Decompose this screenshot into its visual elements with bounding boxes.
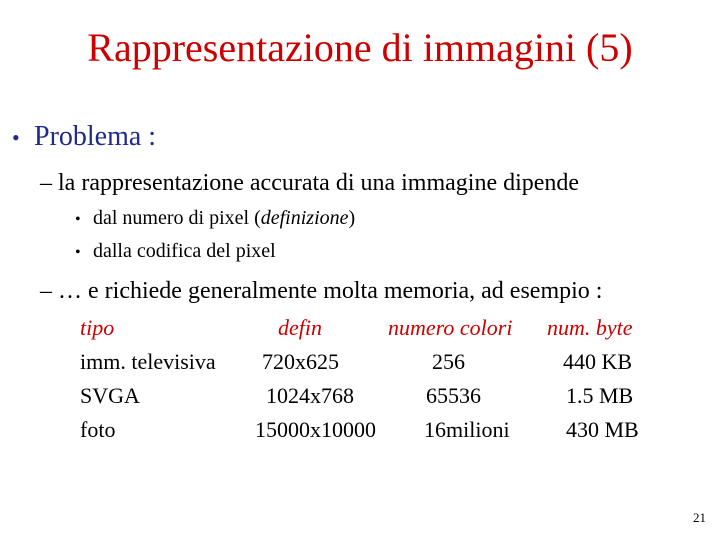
dash-marker: – [40, 170, 52, 196]
sub-item-1-suffix: ) [348, 207, 356, 229]
table-cell: 440 KB [563, 349, 633, 374]
table-cell: 1.5 MB [566, 383, 634, 408]
page-title: Rappresentazione di immagini (5) [87, 25, 633, 70]
table-cell: 1024x768 [266, 383, 354, 408]
sub-item-1-italic: definizione [260, 207, 349, 229]
dash-item-1-text: la rappresentazione accurata di una immagine dipende [58, 170, 580, 196]
sub-bullet-marker: • [75, 244, 81, 261]
dash-item-2-text: … e richiede generalmente molta memoria, ad esempio : [58, 278, 603, 304]
table-header-tipo: tipo [80, 315, 115, 340]
dash-item-2 [40, 276, 602, 306]
dash-marker: – [40, 278, 52, 304]
sub-bullet-marker: • [75, 211, 81, 228]
table-header-defin: defin [278, 315, 322, 340]
sub-item-1 [75, 205, 355, 233]
table-cell: SVGA [80, 383, 140, 408]
table-cell: foto [80, 417, 116, 442]
problem-label: Problema : [34, 121, 157, 152]
sub-item-2-text: dalla codifica del pixel [93, 240, 276, 262]
dash-item-1 [40, 168, 579, 198]
table-cell: imm. televisiva [80, 349, 216, 374]
page-number: 21 [693, 510, 706, 525]
table-header-colori: numero colori [388, 315, 513, 340]
sub-item-2 [75, 238, 276, 266]
table-cell: 430 MB [566, 417, 639, 442]
bullet-marker: • [12, 125, 20, 150]
bullet-problema [12, 120, 156, 155]
table-cell: 256 [432, 349, 465, 374]
table-cell: 16milioni [424, 417, 510, 442]
table-cell: 720x625 [262, 349, 339, 374]
table-cell: 15000x10000 [255, 417, 376, 442]
table-cell: 65536 [426, 383, 481, 408]
table-header-byte: num. byte [547, 315, 633, 340]
sub-item-1-prefix: dal numero di pixel ( [93, 207, 261, 229]
